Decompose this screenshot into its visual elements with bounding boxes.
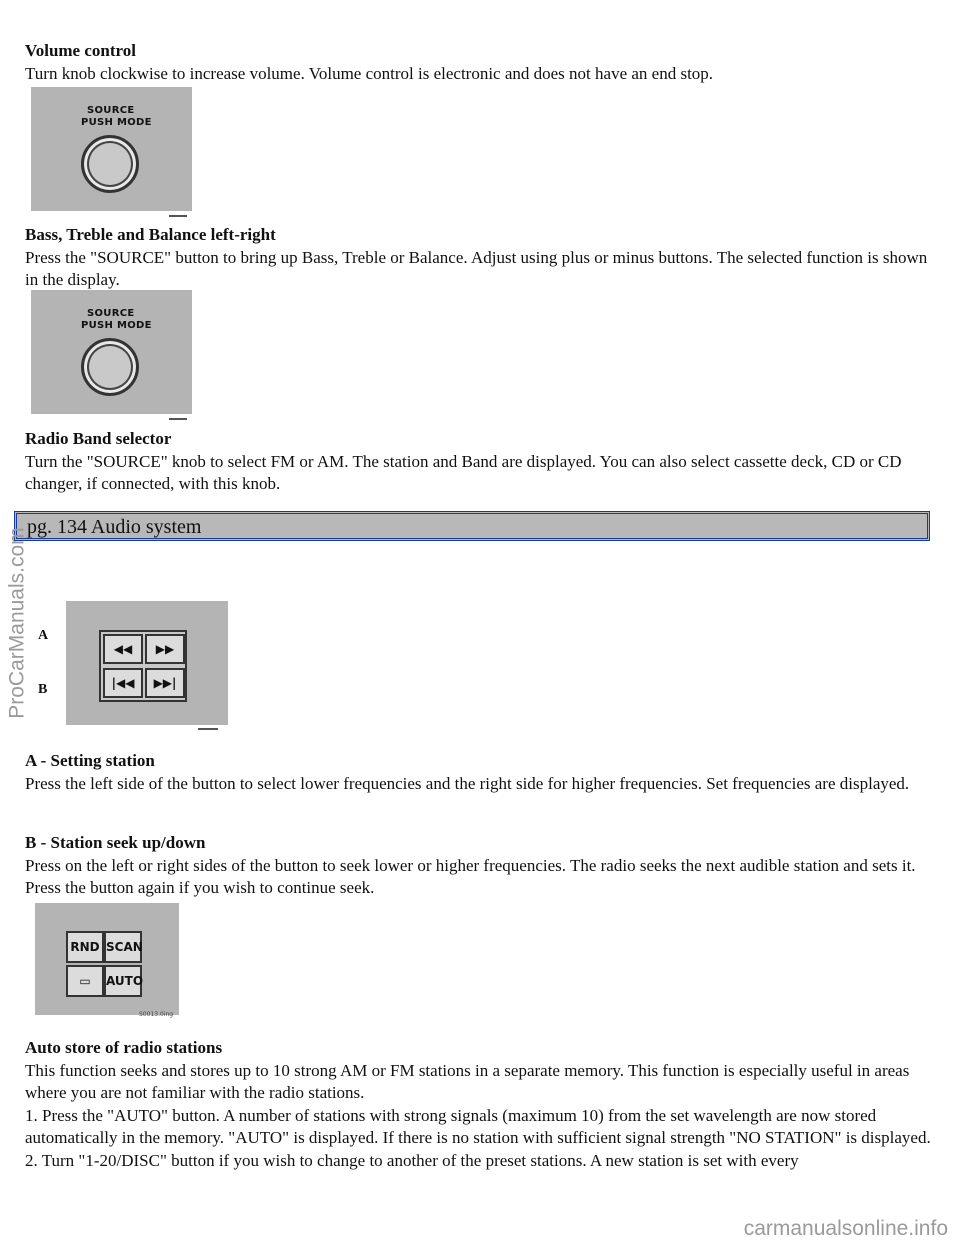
figure-mark: [198, 728, 218, 730]
section-title: Auto store of radio stations: [25, 1038, 223, 1057]
auto-label: AUTO: [106, 973, 144, 988]
section-title: Radio Band selector: [25, 429, 172, 448]
figure-auto-scan-buttons: [35, 903, 179, 1018]
preset-button: [66, 965, 104, 997]
footer-watermark: carmanualsonline.info: [743, 1216, 948, 1240]
skip-back-icon: |◀◀: [111, 675, 135, 690]
section-text: Turn knob clockwise to increase volume. Volume control is electronic and does not have an end stop.: [25, 63, 714, 83]
section-station-seek: [25, 832, 940, 900]
figure-mark: [169, 418, 187, 420]
figure-seek-buttons: [66, 601, 228, 725]
section-title: Volume control: [25, 41, 136, 60]
scan-button: [104, 931, 142, 963]
section-text: Press on the left or right sides of the button to seek lower or higher frequencies. The radio seeks the next audible station and sets it. Press the button again if you wish to continue seek.: [25, 855, 916, 897]
section-volume-control: [25, 40, 940, 85]
seek-button-panel: [99, 630, 187, 702]
seek-down-button: [103, 668, 143, 698]
seek-up-button: [145, 668, 185, 698]
rnd-label: RND: [70, 939, 100, 954]
section-radio-band: [25, 428, 940, 496]
section-text: This function seeks and stores up to 10 strong AM or FM stations in a separate memory. This function is especially useful in areas where you are not familiar with the radio stations.: [25, 1060, 910, 1102]
figure-source-knob-1: [31, 87, 192, 211]
section-title: A - Setting station: [25, 751, 155, 770]
section-setting-station: [25, 750, 940, 795]
fast-forward-icon: ▶▶: [155, 641, 175, 656]
tune-down-button: [103, 634, 143, 664]
figure-label-push-mode: PUSH MODE: [81, 320, 152, 331]
label-b: B: [38, 682, 48, 697]
tune-up-button: [145, 634, 185, 664]
section-title: Bass, Treble and Balance left-right: [25, 225, 276, 244]
figure-source-knob-2: [31, 290, 192, 414]
section-text: Turn the "SOURCE" knob to select FM or AM. The station and Band are displayed. You can also select cassette deck, CD or CD changer, if connected, with this knob.: [25, 451, 902, 493]
section-auto-store: [25, 1037, 940, 1172]
auto-button: [104, 965, 142, 997]
skip-forward-icon: ▶▶|: [153, 675, 177, 690]
section-bass-treble: [25, 224, 940, 292]
side-watermark: [2, 500, 32, 725]
side-watermark-text: ProCarManuals.com: [5, 527, 29, 719]
figure-label-push-mode: PUSH MODE: [81, 117, 152, 128]
section-title: B - Station seek up/down: [25, 833, 206, 852]
label-a: A: [38, 628, 49, 643]
step-2-text: 2. Turn "1-20/DISC" button if you wish to change to another of the preset stations. A new station is set with every: [25, 1150, 799, 1170]
knob-icon: [81, 135, 139, 193]
section-text: Press the "SOURCE" button to bring up Bass, Treble or Balance. Adjust using plus or minus buttons. The selected function is shown in the display.: [25, 247, 928, 289]
section-text: Press the left side of the button to select lower frequencies and the right side for higher frequencies. Set frequencies are displayed.: [25, 773, 910, 793]
figure-code: S0013.0ing: [139, 1011, 174, 1018]
figure-mark: [169, 215, 187, 217]
page-banner: [14, 511, 930, 541]
preset-icon: ▭: [79, 973, 91, 988]
step-1-text: 1. Press the "AUTO" button. A number of stations with strong signals (maximum 10) from the set wavelength are now stored automatically in the memory. "AUTO" is displayed. If there is no station with sufficient signal strength "NO STATION" is displayed.: [25, 1105, 931, 1147]
figure-label-source: SOURCE: [87, 105, 135, 116]
scan-label: SCAN: [106, 939, 143, 954]
page-banner-text: pg. 134 Audio system: [27, 516, 202, 538]
knob-icon: [81, 338, 139, 396]
figure-label-source: SOURCE: [87, 308, 135, 319]
rnd-button: [66, 931, 104, 963]
rewind-icon: ◀◀: [113, 641, 133, 656]
